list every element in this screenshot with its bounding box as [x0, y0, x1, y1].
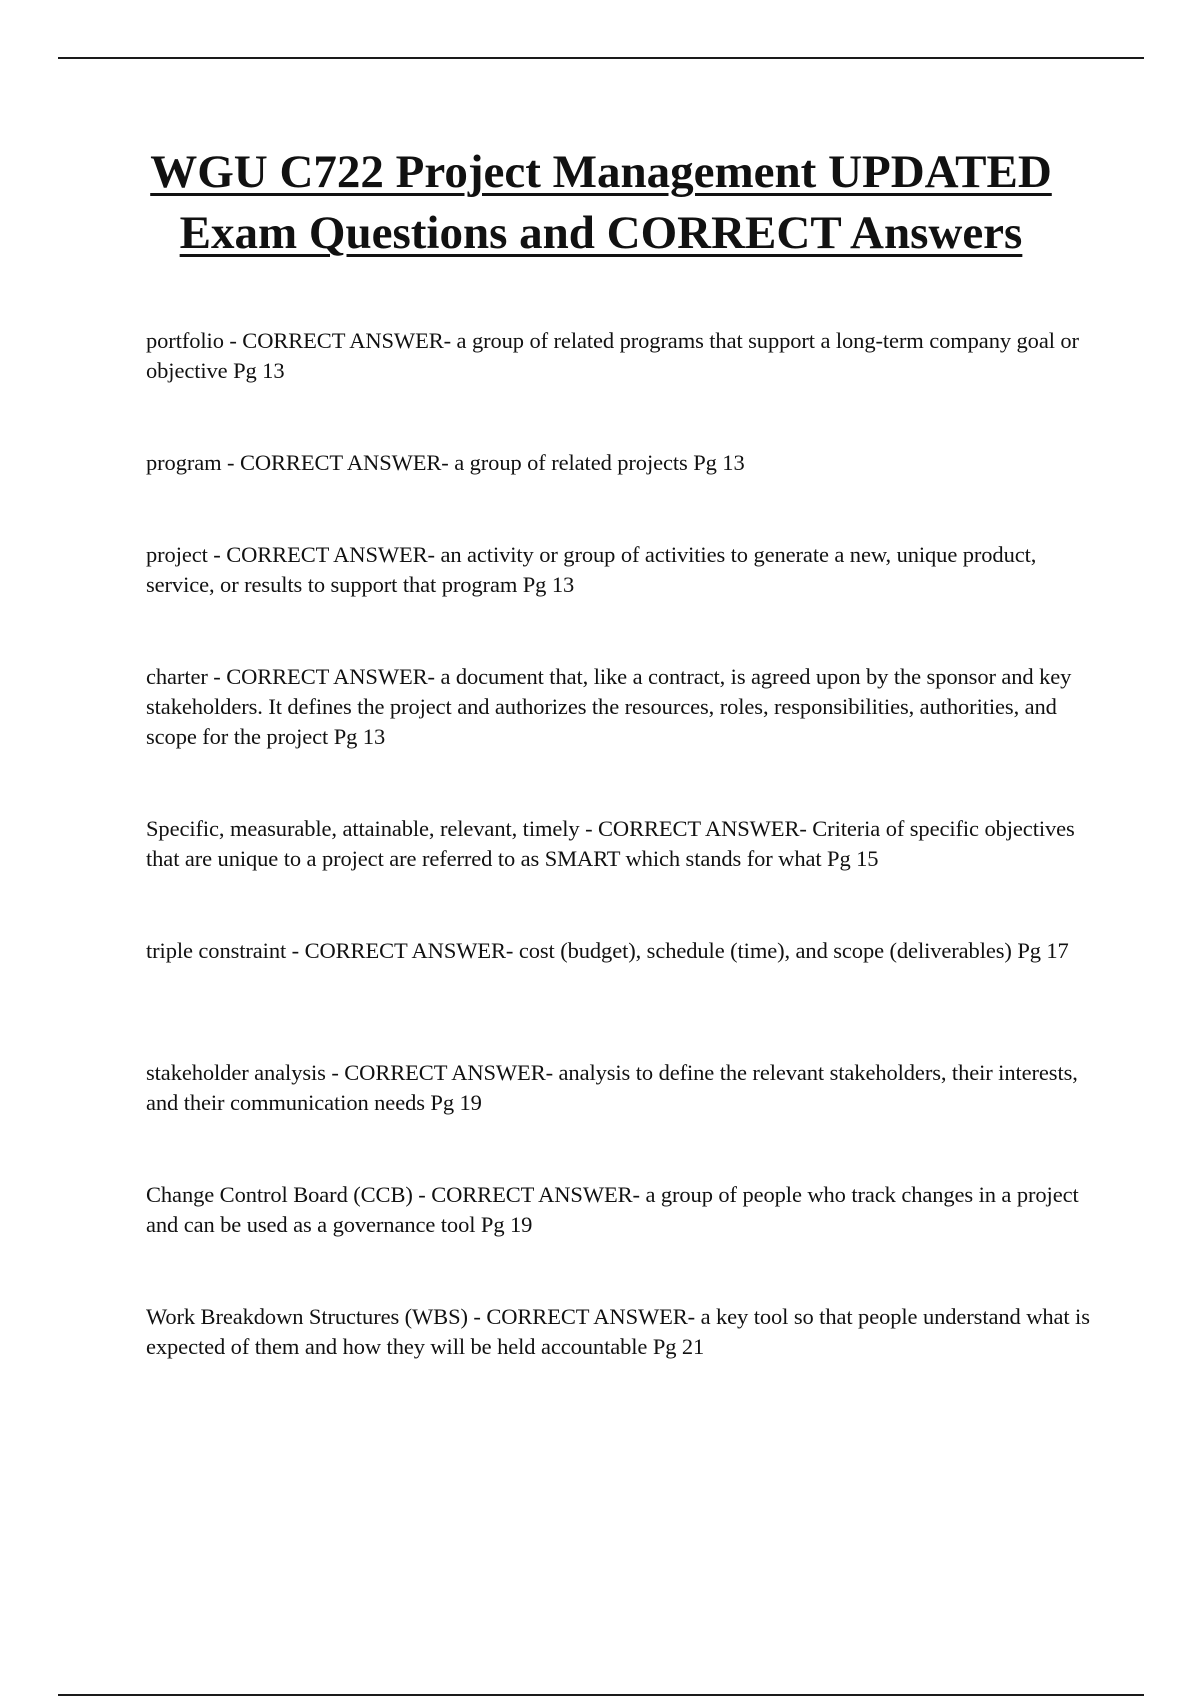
qa-entry-triple-constraint: triple constraint - CORRECT ANSWER- cost (budget), schedule (time), and scope (deliverables) Pg 17 [146, 938, 1069, 963]
document-title [58, 142, 1144, 264]
qa-entry-wbs: Work Breakdown Structures (WBS) - CORRECT ANSWER- a key tool so that people understand what is expected of them and how they will be held accountable Pg 21 [146, 1304, 1090, 1359]
qa-entry-project: project - CORRECT ANSWER- an activity or group of activities to generate a new, unique product, service, or results to support that program Pg 13 [146, 542, 1037, 597]
qa-entry-portfolio: portfolio - CORRECT ANSWER- a group of related programs that support a long-term company goal or objective Pg 13 [146, 328, 1079, 383]
title-line-1: WGU C722 Project Management UPDATED [150, 146, 1052, 198]
qa-entry-stakeholder-analysis: stakeholder analysis - CORRECT ANSWER- analysis to define the relevant stakeholders, their interests, and their communication needs Pg 19 [146, 1060, 1078, 1115]
top-divider [58, 57, 1144, 59]
bottom-divider [58, 1694, 1144, 1696]
qa-entry-smart: Specific, measurable, attainable, relevant, timely - CORRECT ANSWER- Criteria of specific objectives that are unique to a project are referred to as SMART which stands for what Pg 15 [146, 816, 1075, 871]
qa-entry-charter: charter - CORRECT ANSWER- a document that, like a contract, is agreed upon by the sponsor and key stakeholders. It defines the project and authorizes the resources, roles, responsibilities, authorities, and scope for the project Pg 13 [146, 664, 1072, 749]
qa-entry-program: program - CORRECT ANSWER- a group of related projects Pg 13 [146, 450, 745, 475]
qa-entry-change-control-board: Change Control Board (CCB) - CORRECT ANSWER- a group of people who track changes in a project and can be used as a governance tool Pg 19 [146, 1182, 1079, 1237]
title-line-2: Exam Questions and CORRECT Answers [179, 207, 1023, 259]
